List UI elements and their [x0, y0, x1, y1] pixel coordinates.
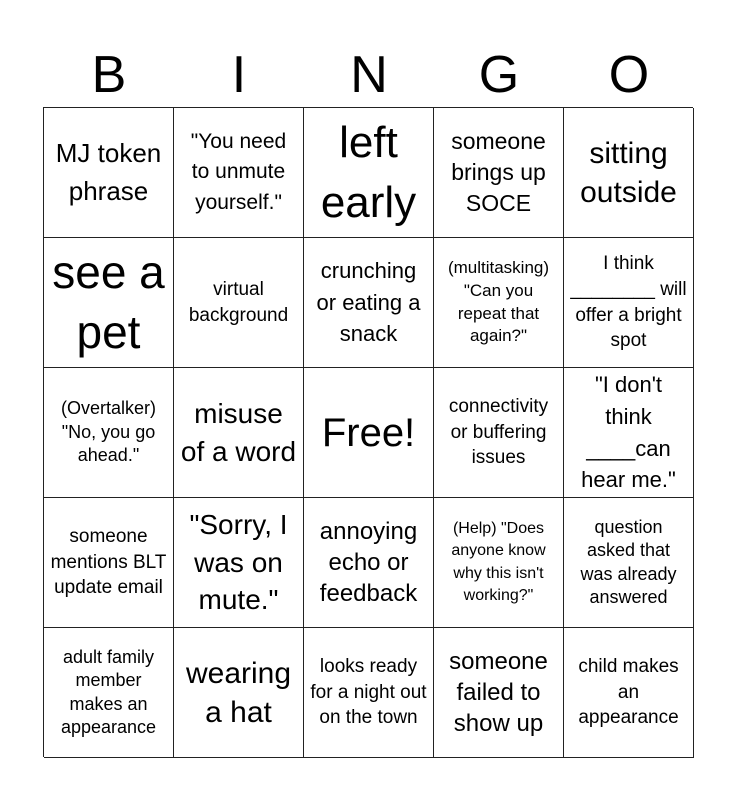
- header-letter-g: G: [478, 46, 520, 104]
- free-space[interactable]: Free!: [304, 368, 434, 498]
- bingo-cell[interactable]: sitting outside: [564, 108, 694, 238]
- bingo-cell[interactable]: looks ready for a night out on the town: [304, 628, 434, 758]
- bingo-header: [44, 44, 694, 106]
- bingo-cell[interactable]: crunching or eating a snack: [304, 238, 434, 368]
- bingo-cell[interactable]: someone brings up SOCE: [434, 108, 564, 238]
- bingo-cell[interactable]: MJ token phrase: [44, 108, 174, 238]
- bingo-cell[interactable]: "I don't think ____can hear me.": [564, 368, 694, 498]
- bingo-cell[interactable]: wearing a hat: [174, 628, 304, 758]
- bingo-cell[interactable]: child makes an appearance: [564, 628, 694, 758]
- bingo-cell[interactable]: virtual background: [174, 238, 304, 368]
- bingo-cell[interactable]: misuse of a word: [174, 368, 304, 498]
- header-letter-o: O: [608, 46, 650, 104]
- bingo-cell[interactable]: (multitasking) "Can you repeat that again?": [434, 238, 564, 368]
- bingo-board: [43, 107, 693, 757]
- bingo-cell[interactable]: connectivity or buffering issues: [434, 368, 564, 498]
- bingo-cell[interactable]: someone mentions BLT update email: [44, 498, 174, 628]
- bingo-cell[interactable]: (Overtalker) "No, you go ahead.": [44, 368, 174, 498]
- header-letter-b: B: [91, 46, 127, 104]
- bingo-cell[interactable]: I think ________ will offer a bright spot: [564, 238, 694, 368]
- bingo-cell[interactable]: left early: [304, 108, 434, 238]
- header-letter-n: N: [350, 46, 388, 104]
- bingo-cell[interactable]: "Sorry, I was on mute.": [174, 498, 304, 628]
- header-letter-i: I: [231, 46, 247, 104]
- bingo-cell[interactable]: annoying echo or feedback: [304, 498, 434, 628]
- bingo-cell[interactable]: question asked that was already answered: [564, 498, 694, 628]
- bingo-cell[interactable]: see a pet: [44, 238, 174, 368]
- bingo-cell[interactable]: someone failed to show up: [434, 628, 564, 758]
- bingo-cell[interactable]: "You need to unmute yourself.": [174, 108, 304, 238]
- bingo-cell[interactable]: adult family member makes an appearance: [44, 628, 174, 758]
- bingo-cell[interactable]: (Help) "Does anyone know why this isn't working?": [434, 498, 564, 628]
